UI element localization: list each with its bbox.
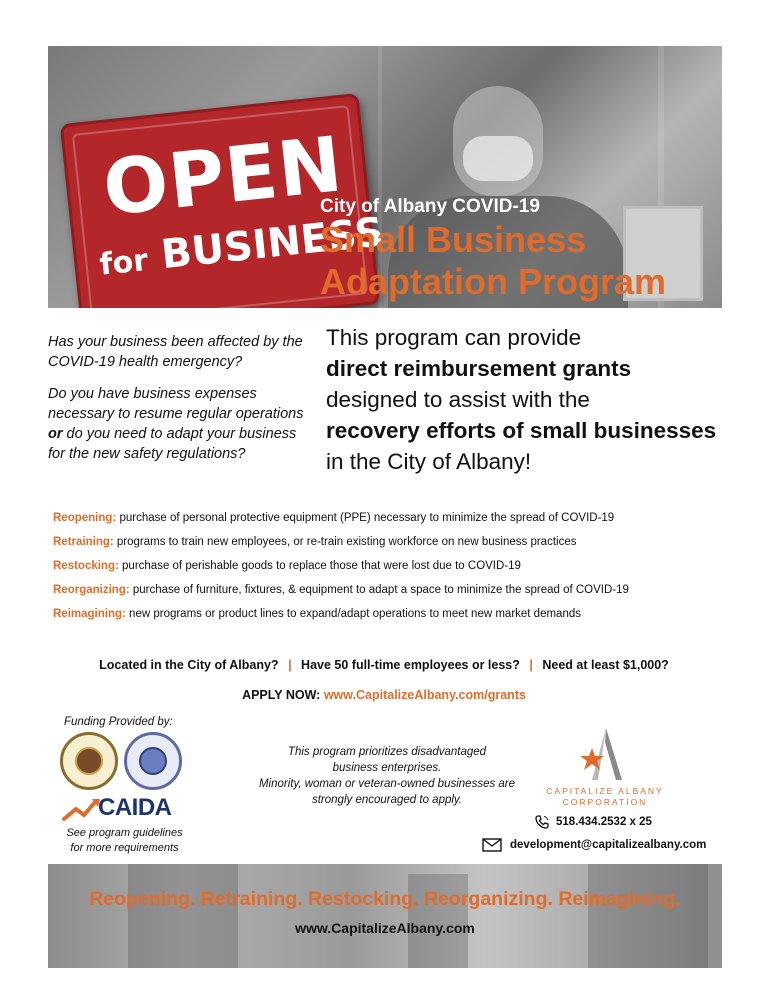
caida-logo-text: CAIDA — [98, 794, 172, 821]
intro-question-affected: Has your business been affected by the COVID-19 health emergency? — [48, 334, 303, 370]
pitch-line: in the City of Albany! — [326, 449, 532, 474]
city-of-albany-seal-icon — [60, 732, 118, 790]
program-title-line2: Adaptation Program — [320, 261, 667, 302]
guidelines-line: for more requirements — [70, 842, 179, 854]
capitalize-albany-logo-icon — [556, 724, 666, 784]
benefit-term: Reopening: — [53, 512, 117, 524]
pitch-emphasis: direct reimbursement grants — [326, 356, 632, 381]
apply-now — [0, 688, 768, 702]
email-address[interactable]: development@capitalizealbany.com — [510, 839, 707, 851]
eligibility-criteria — [0, 658, 768, 672]
sign-business-text: BUSINESS — [159, 209, 386, 279]
question-text: Do you have business expenses necessary to resume regular operations — [48, 386, 304, 422]
org-name-line: CAPITALIZE ALBANY — [546, 786, 664, 796]
program-subtitle: City of Albany COVID-19 — [320, 196, 540, 217]
benefit-term: Restocking: — [53, 560, 119, 572]
program-pitch — [326, 322, 746, 477]
benefit-text: purchase of furniture, fixtures, & equipment to adapt a space to minimize the spread of COVID-19 — [132, 584, 629, 596]
hero-banner — [48, 46, 722, 308]
pitch-line: This program can provide — [326, 325, 582, 350]
pitch-emphasis: recovery efforts of small businesses — [326, 418, 717, 443]
benefit-term: Reorganizing: — [53, 584, 130, 596]
guidelines-line: See program guidelines — [66, 827, 183, 839]
list-item — [53, 582, 743, 606]
program-guidelines-note — [62, 826, 187, 856]
benefit-term: Reimagining: — [53, 608, 126, 620]
benefit-text: purchase of personal protective equipment (PPE) necessary to minimize the spread of COVID-19 — [119, 512, 615, 524]
email-contact — [482, 838, 706, 852]
capitalize-albany-name — [540, 786, 670, 808]
footer-slogan: Reopening. Retraining. Restocking. Reorganizing. Reimagining. — [89, 888, 681, 910]
priority-line: business enterprises. — [332, 762, 442, 774]
benefit-text: programs to train new employees, or re-train existing workforce on new business practices — [116, 536, 577, 548]
list-item — [53, 534, 743, 558]
benefit-term: Retraining: — [53, 536, 114, 548]
pitch-line: designed to assist with the — [326, 387, 590, 412]
face-mask — [463, 136, 533, 181]
criteria-location: Located in the City of Albany? — [99, 658, 279, 672]
org-name-line: CORPORATION — [562, 797, 648, 807]
footer-building — [588, 864, 708, 968]
separator: | — [288, 658, 292, 672]
benefit-text: purchase of perishable goods to replace those that were lost due to COVID-19 — [122, 560, 521, 572]
footer-banner — [48, 864, 722, 968]
list-item — [53, 510, 743, 534]
eligible-uses-list — [53, 510, 743, 630]
sign-for-text: for — [97, 242, 150, 283]
priority-line: strongly encouraged to apply. — [311, 794, 463, 806]
funding-label: Funding Provided by: — [64, 716, 173, 728]
envelope-icon — [482, 838, 502, 852]
list-item — [53, 606, 743, 630]
separator: | — [529, 658, 533, 672]
sign-open-text: OPEN — [99, 119, 347, 233]
albany-community-development-seal-icon — [124, 732, 182, 790]
apply-label: APPLY NOW: — [242, 688, 321, 702]
apply-link[interactable]: www.CapitalizeAlbany.com/grants — [323, 688, 526, 702]
criteria-amount: Need at least $1,000? — [542, 658, 669, 672]
phone-number[interactable]: 518.434.2532 x 25 — [556, 816, 652, 828]
benefit-text: new programs or product lines to expand/adapt operations to meet new market demands — [129, 608, 581, 620]
program-title-line1: Small Business — [320, 219, 587, 260]
priority-line: This program prioritizes disadvantaged — [287, 746, 487, 758]
phone-contact — [534, 814, 652, 830]
question-or: or — [48, 426, 63, 442]
priority-line: Minority, woman or veteran-owned businesses are — [258, 778, 516, 790]
phone-icon — [534, 814, 550, 830]
question-text: do you need to adapt your business for the new safety regulations? — [48, 426, 297, 462]
footer-building — [128, 864, 238, 968]
list-item — [53, 558, 743, 582]
footer-website-link[interactable]: www.CapitalizeAlbany.com — [295, 920, 475, 936]
intro-question-expenses — [48, 384, 308, 464]
priority-note — [232, 744, 542, 808]
criteria-employees: Have 50 full-time employees or less? — [301, 658, 520, 672]
